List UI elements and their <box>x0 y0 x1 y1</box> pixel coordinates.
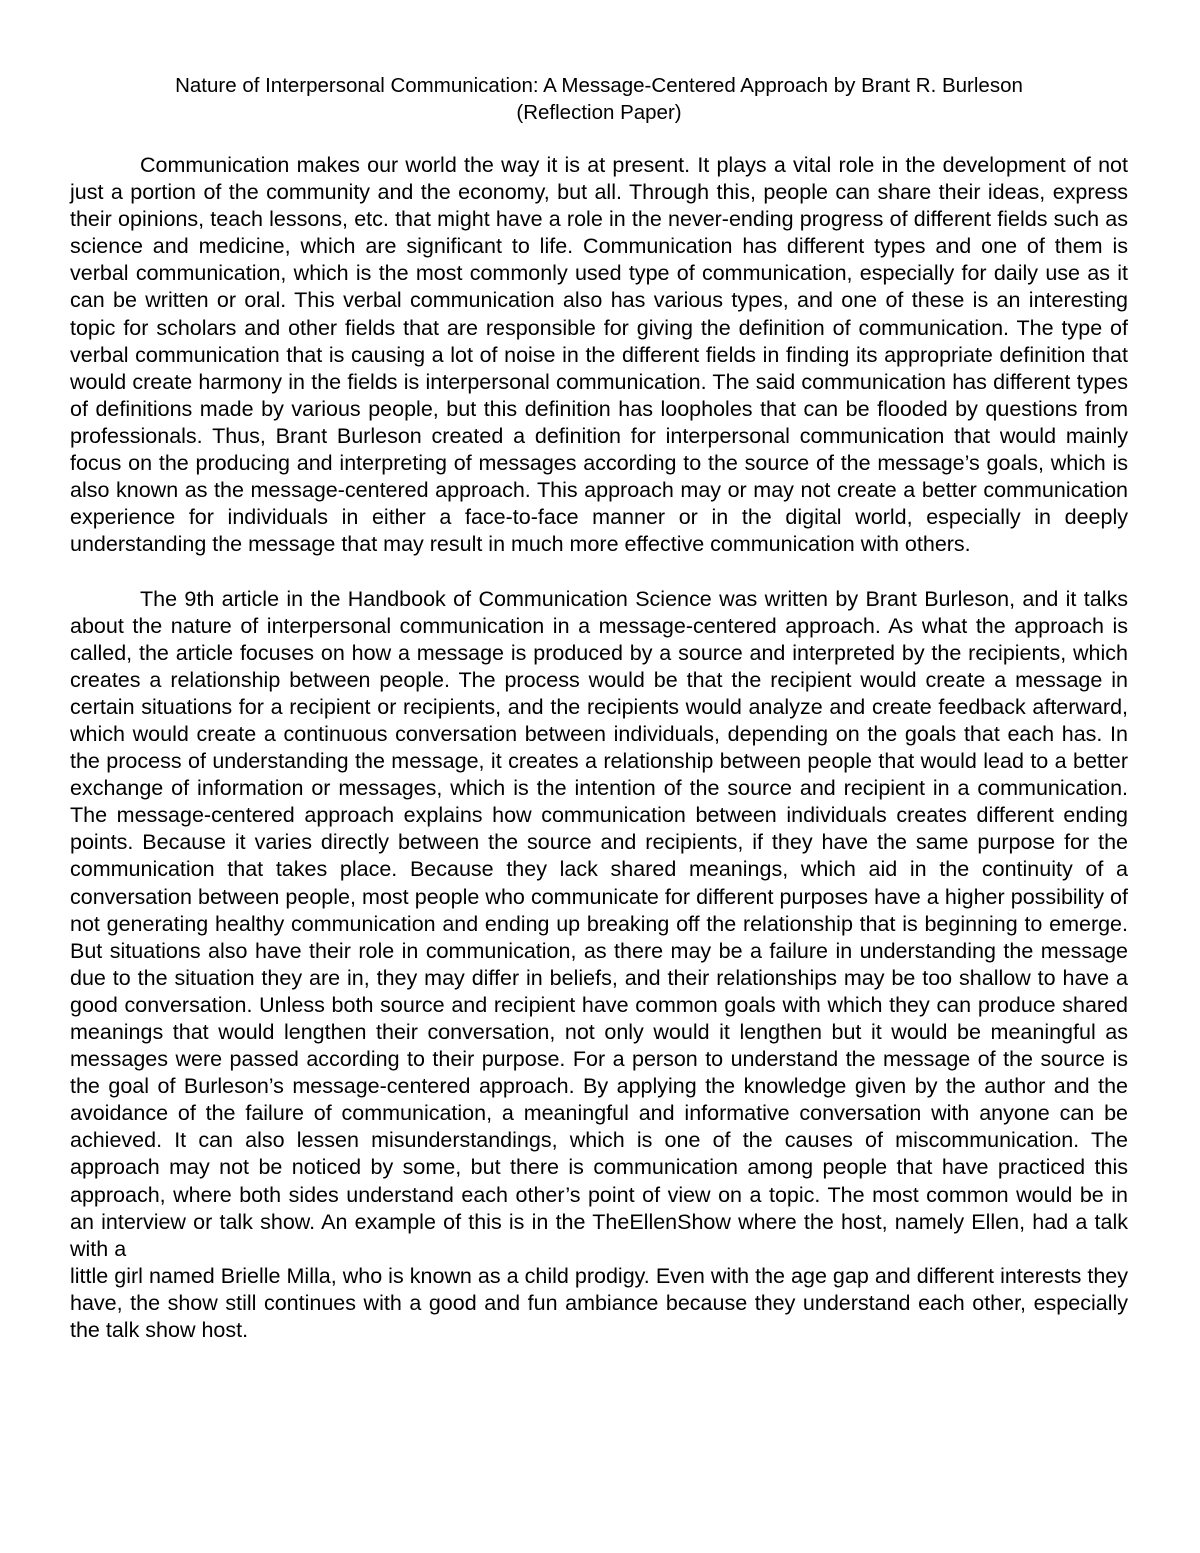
title-line-2: (Reflection Paper) <box>516 101 682 124</box>
paragraph-1: Communication makes our world the way it is at present. It plays a vital role in the development of not just a portion of the community and the economy, but all. Through this, people can share their ideas, express their opinions, teach lessons, etc. that might have a role in the never-ending progress of different fields such as science and medicine, which are significant to life. Communication has different types and one of them is verbal communication, which is the most commonly used type of communication, especially for daily use as it can be written or oral. This verbal communication also has various types, and one of these is an interesting topic for scholars and other fields that are responsible for giving the definition of communication. The type of verbal communication that is causing a lot of noise in the different fields in finding its appropriate definition that would create harmony in the fields is interpersonal communication. The said communication has different types of definitions made by various people, but this definition has loopholes that can be flooded by questions from professionals. Thus, Brant Burleson created a definition for interpersonal communication that would mainly focus on the producing and interpreting of messages according to the source of the message’s goals, which is also known as the message-centered approach. This approach may or may not create a better communication experience for individuals in either a face-to-face manner or in the digital world, especially in deeply understanding the message that may result in much more effective communication with others. <box>70 153 1128 557</box>
paragraph-2: The 9th article in the Handbook of Communication Science was written by Brant Burleson, and it talks about the nature of interpersonal communication in a message-centered approach. As what the approach is called, the article focuses on how a message is produced by a source and interpreted by the recipients, which creates a relationship between people. The process would be that the recipient would create a message in certain situations for a recipient or recipients, and the recipients would analyze and create feedback afterward, which would create a continuous conversation between individuals, depending on the goals that each has. In the process of understanding the message, it creates a relationship between people that would lead to a better exchange of information or messages, which is the intention of the source and recipient in a communication. The message-centered approach explains how communication between individuals creates different ending points. Because it varies directly between the source and recipients, if they have the same purpose for the communication that takes place. Because they lack shared meanings, which aid in the continuity of a conversation between people, most people who communicate for different purposes have a higher possibility of not generating healthy communication and ending up breaking off the relationship that is beginning to emerge. But situations also have their role in communication, as there may be a failure in understanding the message due to the situation they are in, they may differ in beliefs, and their relationships may be too shallow to have a good conversation. Unless both source and recipient have common goals with which they can produce shared meanings that would lengthen their conversation, not only would it lengthen but it would be meaningful as messages were passed according to their purpose. For a person to understand the message of the source is the goal of Burleson’s message-centered approach. By applying the knowledge given by the author and the avoidance of the failure of communication, a meaningful and informative conversation with anyone can be achieved. It can also lessen misunderstandings, which is one of the causes of miscommunication. The approach may not be noticed by some, but there is communication among people that have practiced this approach, where both sides understand each other’s point of view on a topic. The most common would be in an interview or talk show. An example of this is in the TheEllenShow where the host, namely Ellen, had a talk with a <box>70 586 1128 1261</box>
document-body <box>70 152 1128 1344</box>
document-title <box>70 72 1128 126</box>
paragraph-2-continuation: little girl named Brielle Milla, who is known as a child prodigy. Even with the age gap and different interests they have, the show still continues with a good and fun ambiance because they understand each other, especially the talk show host. <box>70 1263 1128 1343</box>
title-line-1: Nature of Interpersonal Communication: A Message-Centered Approach by Brant R. Burleson <box>175 74 1023 97</box>
